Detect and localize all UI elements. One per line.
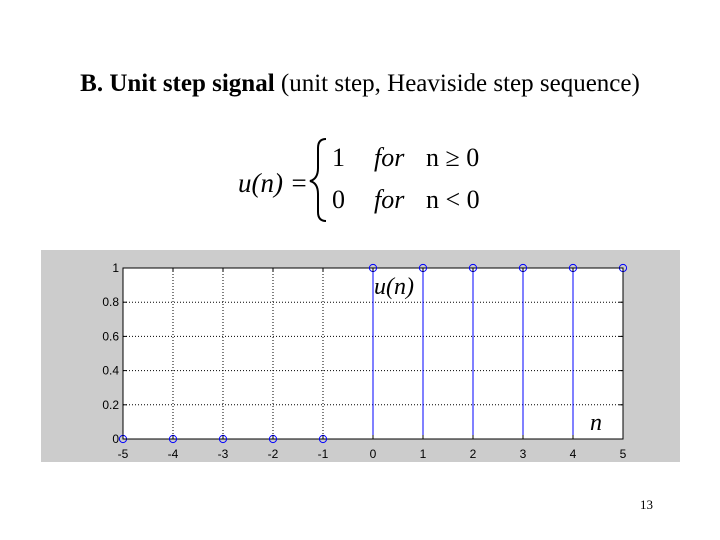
stem-chart	[41, 250, 680, 462]
x-tick-label-2: -3	[217, 447, 229, 461]
case-1-condition: n ≥ 0	[426, 143, 480, 172]
x-tick-label-3: -2	[267, 447, 279, 461]
x-tick-label-8: 3	[519, 447, 527, 461]
case-2-value: 0	[332, 185, 345, 214]
x-tick-label-0: -5	[117, 447, 129, 461]
x-tick-label-5: 0	[369, 447, 377, 461]
formula-brace	[310, 139, 326, 221]
page-number: 13	[640, 497, 653, 512]
x-tick-label-4: -1	[317, 447, 329, 461]
title-rest: (unit step, Heaviside step sequence)	[274, 70, 640, 97]
formula	[0, 0, 720, 240]
case-1-value: 1	[332, 143, 345, 172]
x-tick-label-1: -4	[167, 447, 179, 461]
y-tick-label-2: 0.4	[102, 363, 119, 378]
annotation-un: u(n)	[374, 274, 414, 300]
y-tick-label-5: 1	[112, 261, 119, 275]
y-tick-label-0: 0	[112, 432, 119, 446]
y-tick-label-3: 0.6	[102, 329, 119, 344]
title-bold: B. Unit step signal	[80, 70, 275, 97]
formula-lhs: u(n) =	[238, 168, 308, 198]
case-1-word: for	[374, 143, 405, 172]
case-2-word: for	[374, 185, 405, 214]
plot-panel	[41, 250, 680, 462]
case-2-condition: n < 0	[426, 185, 480, 214]
y-tick-label-1: 0.2	[102, 397, 119, 412]
x-tick-label-9: 4	[569, 447, 577, 461]
y-tick-label-4: 0.8	[102, 295, 119, 310]
annotation-n: n	[590, 410, 602, 436]
x-tick-label-10: 5	[619, 447, 627, 461]
x-tick-label-6: 1	[419, 447, 427, 461]
x-tick-label-7: 2	[469, 447, 477, 461]
